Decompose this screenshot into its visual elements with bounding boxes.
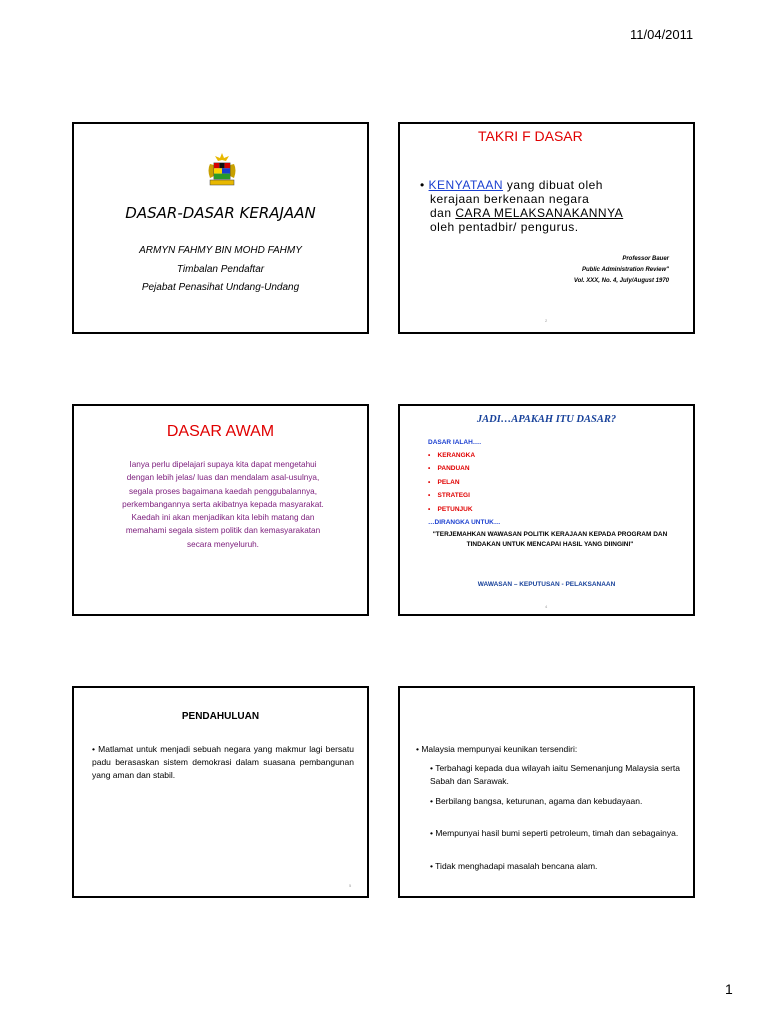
body-line: dengan lebih jelas/ luas dan mendalam asal-usulnya,: [126, 473, 320, 483]
slide-number: 2: [545, 318, 548, 323]
list-item: [428, 465, 475, 478]
body-line: perkembangannya serta akibatnya kepada masyarakat.: [122, 499, 324, 509]
list-item: • Berbilang bangsa, keturunan, agama dan kebudayaan.: [430, 796, 643, 806]
author-department: Pejabat Penasihat Undang-Undang: [141, 282, 300, 293]
definition-line-3: [420, 206, 690, 220]
citation-journal: Public Administration Review": [582, 267, 669, 273]
page-date: 11/04/2011: [630, 27, 694, 42]
list-item-label: STRATEGI: [437, 492, 470, 500]
slide-body: • Matlamat untuk menjadi sebuah negara yang makmur lagi bersatu padu berasaskan sistem demokrasi dalam suasana pembangunan yang aman dan stabil.: [92, 744, 354, 780]
list-item: [428, 479, 475, 492]
keyword-cara: CARA MELAKSANAKANNYA: [455, 206, 624, 220]
bullet: •: [428, 505, 431, 513]
dasar-list: [428, 452, 475, 519]
list-item-label: PELAN: [437, 478, 460, 486]
slide-5: [72, 686, 369, 898]
dirangka-label: …DIRANGKA UNTUK…: [428, 519, 501, 526]
slide-title: PENDAHULUAN: [181, 711, 260, 722]
slide-title: JADI…APAKAH ITU DASAR?: [476, 414, 617, 425]
citation-author: Professor Bauer: [622, 256, 669, 262]
definition-text: [420, 178, 690, 234]
quote-text: "TERJEMAHKAN WAWASAN POLITIK KERAJAAN KEPADA PROGRAM DAN TINDAKAN UNTUK MENCAPAI HASIL YANG DIINGINI": [432, 531, 668, 548]
slide-number: 5: [349, 883, 352, 888]
slide-intro: • Malaysia mempunyai keunikan tersendiri:: [416, 744, 578, 754]
citation-volume: Vol. XXX, No. 4, July/August 1970: [573, 278, 669, 284]
list-item-label: PANDUAN: [437, 465, 470, 473]
author-name: ARMYN FAHMY BIN MOHD FAHMY: [139, 245, 302, 256]
list-item: [428, 452, 475, 465]
bullet: •: [420, 178, 425, 192]
body-line: Ianya perlu dipelajari supaya kita dapat mengetahui: [129, 460, 317, 469]
body-line: memahami segala sistem politik dan kemasyarakatan: [125, 526, 321, 536]
keyword-kenyataan: KENYATAAN: [428, 178, 504, 192]
slide-1: [72, 122, 369, 334]
slide-2: [398, 122, 695, 334]
list-item: • Terbahagi kepada dua wilayah iaitu Semenanjung Malaysia serta Sabah dan Sarawak.: [430, 763, 680, 786]
slide-6: [398, 686, 695, 898]
slide-body: [88, 458, 358, 551]
coat-of-arms-icon: [204, 152, 240, 188]
body-line: secara menyeluruh.: [187, 539, 259, 549]
list-item: [428, 492, 475, 505]
slide-title: DASAR-DASAR KERAJAAN: [125, 204, 316, 222]
definition-line-2: kerajaan berkenaan negara: [430, 192, 590, 206]
author-position: Timbalan Pendaftar: [176, 264, 265, 275]
wawasan-text: WAWASAN – KEPUTUSAN - PELAKSANAAN: [477, 581, 616, 588]
slide-title: TAKRI F DASAR: [478, 128, 583, 144]
bullet: •: [428, 465, 431, 473]
list-item: • Mempunyai hasil bumi seperti petroleum, timah dan sebagainya.: [430, 828, 679, 838]
list-item: • Tidak menghadapi masalah bencana alam.: [430, 861, 598, 871]
bullet: •: [428, 492, 431, 500]
list-item: [428, 506, 475, 519]
definition-line-4: oleh pentadbir/ pengurus.: [430, 220, 579, 234]
slide-4: [398, 404, 695, 616]
definition-dan: dan: [430, 206, 456, 220]
page-number: 1: [725, 981, 733, 997]
slide-number: 4: [545, 604, 548, 609]
list-item-label: PETUNJUK: [437, 505, 473, 513]
slide-3: [72, 404, 369, 616]
definition-line-1: yang dibuat oleh: [503, 178, 603, 192]
dasar-ialah-label: DASAR IALAH….: [428, 439, 482, 446]
bullet: •: [428, 452, 431, 459]
slide-title: DASAR AWAM: [166, 423, 275, 440]
list-item-label: KERANGKA: [437, 452, 476, 459]
bullet: •: [428, 478, 431, 486]
body-line: segala proses bagaimana kaedah penggubalannya,: [128, 486, 317, 496]
body-line: Kaedah ini akan menjadikan kita lebih matang dan: [131, 513, 315, 523]
